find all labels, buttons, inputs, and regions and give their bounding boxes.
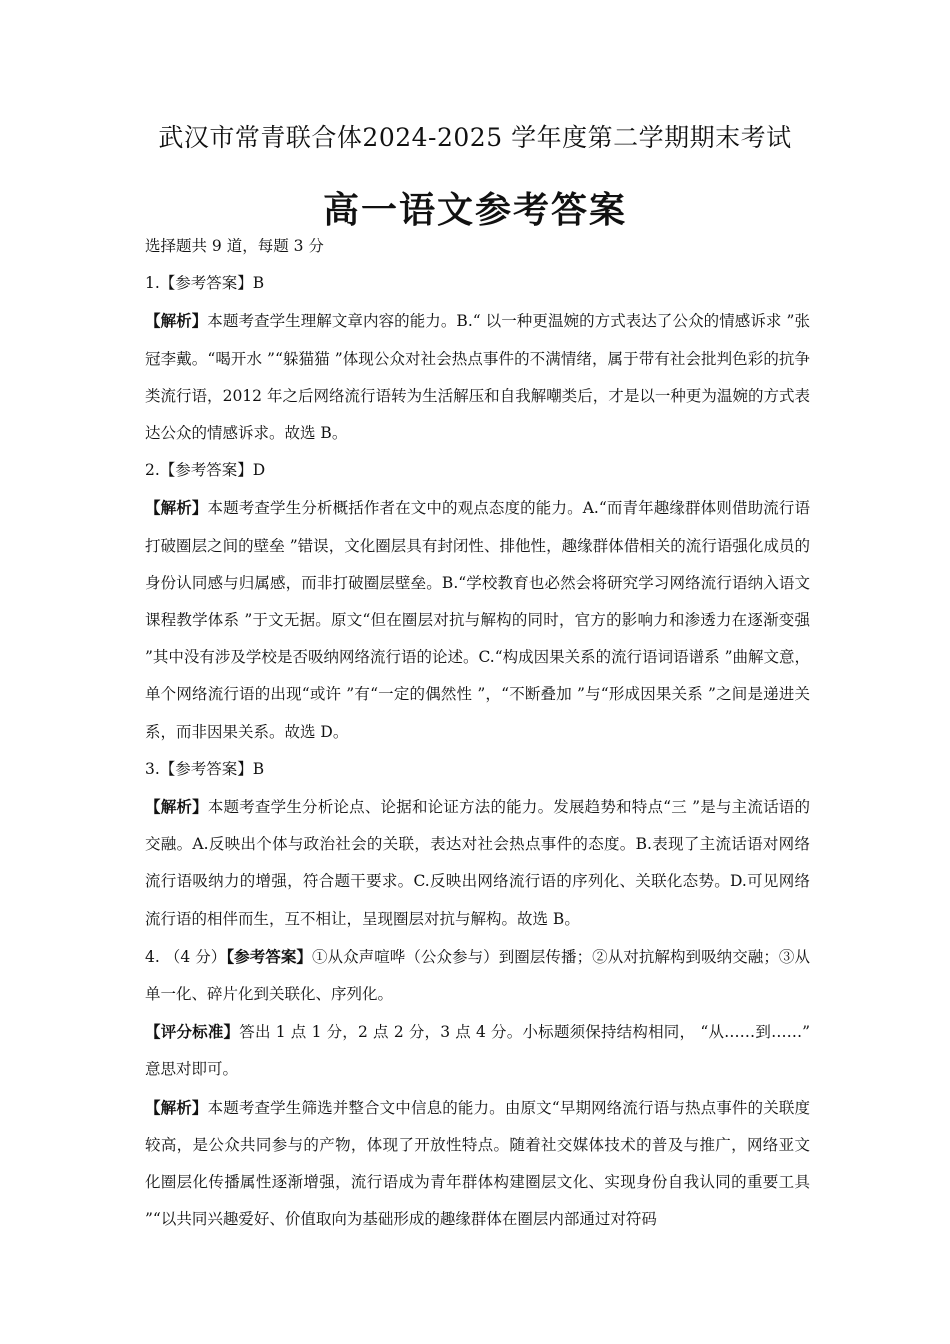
q4-answer <box>145 938 810 1013</box>
q1-analysis-tag: 【解析】 <box>145 311 208 331</box>
q4-analysis-tag: 【解析】 <box>145 1097 208 1117</box>
q3-answer-value: B <box>252 759 265 778</box>
q1-answer-value: B <box>252 274 265 293</box>
q4-analysis-text: 本题考查学生筛选并整合文中信息的能力。由原文“早期网络流行语与热点事件的关联度较高，是公众共同参与的产物，体现了开放性特点。随着社交媒体技术的普及与推广，网络亚文化圈层化传播属性逐渐增强，流行语成为青年群体构建圈层文化、实现身份自我认同的重要工具 ”“以共同兴趣爱好、价值取向为基础形成的趣缘群体在圈层内部通过对符码 <box>145 1098 810 1229</box>
document-body <box>145 228 810 1238</box>
q3-answer-tag: 3.【参考答案】 <box>145 759 253 778</box>
q2-answer-tag: 2.【参考答案】 <box>145 461 253 480</box>
q1-analysis <box>145 302 810 452</box>
q2-analysis-tag: 【解析】 <box>145 498 208 518</box>
q3-answer <box>145 751 810 788</box>
q4-analysis <box>145 1089 810 1239</box>
q1-answer <box>145 265 810 302</box>
q4-criteria-text: 答出 1 点 1 分，2 点 2 分，3 点 4 分。小标题须保持结构相同， “从……到……” 意思对即可。 <box>145 1023 810 1079</box>
exam-title: 武汉市常青联合体2024-2025 学年度第二学期期末考试 <box>158 123 792 152</box>
q1-answer-tag: 1.【参考答案】 <box>145 274 253 293</box>
q4-criteria-tag: 【评分标准】 <box>145 1022 240 1042</box>
q4-answer-tag: 【参考答案】 <box>226 946 312 966</box>
q4-criteria <box>145 1013 810 1088</box>
intro-line: 选择题共 9 道，每题 3 分 <box>145 237 324 255</box>
q3-analysis-text: 本题考查学生分析论点、论据和论证方法的能力。发展趋势和特点“三 ”是与主流话语的交融。A.反映出个体与政治社会的关联，表达对社会热点事件的态度。B.表现了主流话语对网络流行语吸纳力的增强，符合题干要求。C.反映出网络流行语的序列化、关联化态势。D.可见网络流行语的相伴而生，互不相让，呈现圈层对抗与解构。故选 B。 <box>145 798 810 928</box>
page-title: 高一语文参考答案 <box>322 189 627 231</box>
q2-answer-value: D <box>252 461 266 480</box>
q1-analysis-text: 本题考查学生理解文章内容的能力。B.“ 以一种更温婉的方式表达了公众的情感诉求 ”张冠李戴。“喝开水 ”“躲猫猫 ”体现公众对社会热点事件的不满情绪，属于带有社会批判色彩的抗争类流行语，2012 年之后网络流行语转为生活解压和自我解嘲类后，才是以一种更为温婉的方式表达公众的情感诉求。故选 B。 <box>145 312 810 443</box>
q2-analysis <box>145 489 810 750</box>
q2-answer <box>145 452 810 489</box>
q3-analysis-tag: 【解析】 <box>145 797 208 817</box>
q2-analysis-text: 本题考查学生分析概括作者在文中的观点态度的能力。A.“而青年趣缘群体则借助流行语打破圈层之间的壁垒 ”错误，文化圈层具有封闭性、排他性，趣缘群体借相关的流行语强化成员的身份认同感与归属感，而非打破圈层壁垒。B.“学校教育也必然会将研究学习网络流行语纳入语文课程教学体系 ”于文无据。原文“但在圈层对抗与解构的同时，官方的影响力和渗透力在逐渐变强 ”其中没有涉及学校是否吸纳网络流行语的论述。C.“构成因果关系的流行语词语谱系 ”曲解文意，单个网络流行语的出现“或许 ”有“一定的偶然性 ”，“不断叠加 ”与“形成因果关系 ”之间是递进关系，而非因果关系。故选 D。 <box>145 499 810 741</box>
q3-analysis <box>145 788 810 938</box>
q4-prefix: 4. （4 分） <box>145 947 227 966</box>
q4-answer-value: ①从众声喧哗（公众参与）到圈层传播；②从对抗解构到吸纳交融；③从单一化、碎片化到关联化、序列化。 <box>145 947 810 1004</box>
